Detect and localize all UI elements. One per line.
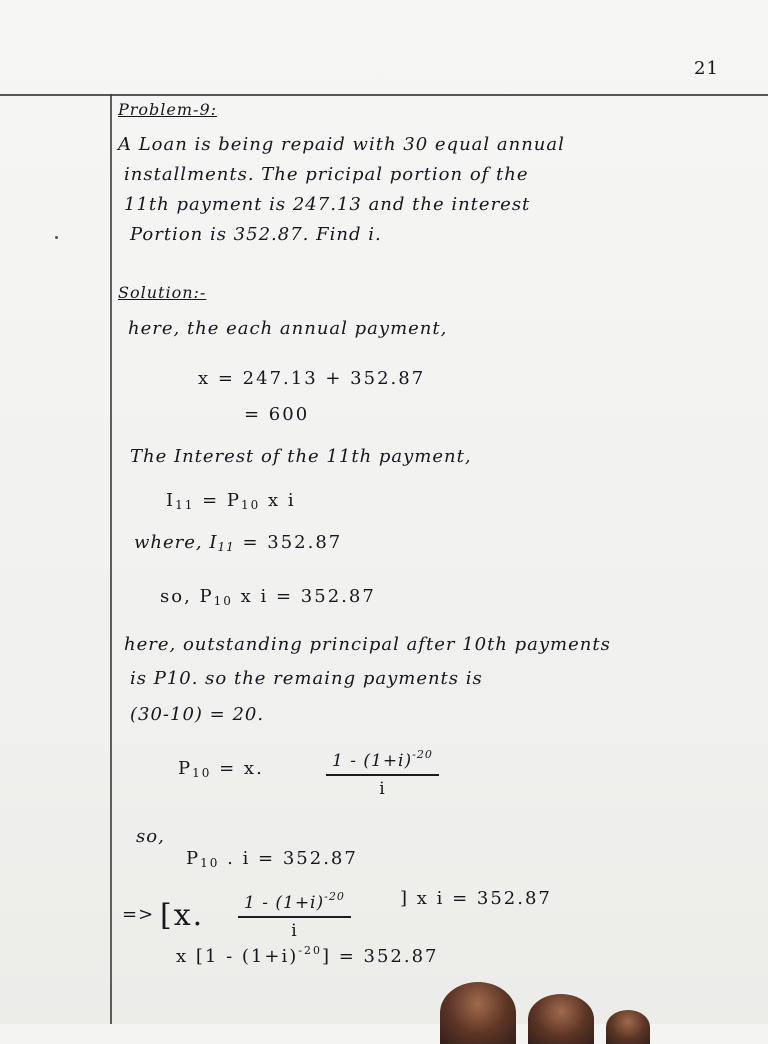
solution-line-2: The Interest of the 11th payment, <box>130 446 472 467</box>
problem-line-2: installments. The pricipal portion of the <box>124 164 529 185</box>
page-number: 21 <box>694 58 719 79</box>
paragraph-line-2: is P10. so the remaing payments is <box>130 668 483 689</box>
finger-photo-1 <box>440 982 516 1044</box>
substituted-fraction: $1 - (1+i)^{-20}$ i <box>238 890 351 941</box>
paragraph-line-1: here, outstanding principal after 10th payments <box>124 634 611 655</box>
equation-p10-times-i: $P_{10}$ . i = 352.87 <box>186 848 358 870</box>
finger-photo-3 <box>606 1010 650 1044</box>
implies-arrow: => <box>122 904 155 925</box>
substituted-equation-close: ] x i = 352.87 <box>400 888 552 909</box>
so-label: so, <box>136 826 165 847</box>
solution-line-1: here, the each annual payment, <box>128 318 448 339</box>
equation-where: where, $I_{11} = 352.87$ <box>134 532 343 554</box>
equation-x: x = 247.13 + 352.87 <box>198 368 426 389</box>
header-rule <box>0 94 768 96</box>
substituted-equation-open: [x. <box>160 898 205 933</box>
problem-line-4: Portion is 352.87. Find i. <box>130 224 382 245</box>
problem-heading: Problem-9: <box>118 100 218 119</box>
equation-p10-lhs: $P_{10} = x$. <box>178 758 264 780</box>
margin-rule <box>110 94 112 1024</box>
final-equation: x $[1 - (1+i)^{-20}] = 352.87$ <box>176 944 439 967</box>
equation-so: so, $P_{10}$ x i = 352.87 <box>160 586 376 608</box>
solution-heading: Solution:- <box>118 283 207 302</box>
finger-photo-2 <box>528 994 594 1044</box>
problem-line-3: 11th payment is 247.13 and the interest <box>124 194 531 215</box>
problem-line-1: A Loan is being repaid with 30 equal annual <box>118 134 565 155</box>
margin-dot <box>55 236 58 239</box>
annuity-fraction: $1 - (1+i)^{-20}$ i <box>326 748 439 799</box>
equation-x-result: = 600 <box>244 404 310 425</box>
equation-interest: $I_{11} = P_{10}$ x i <box>166 490 296 512</box>
paragraph-line-3: (30-10) = 20. <box>130 704 265 725</box>
